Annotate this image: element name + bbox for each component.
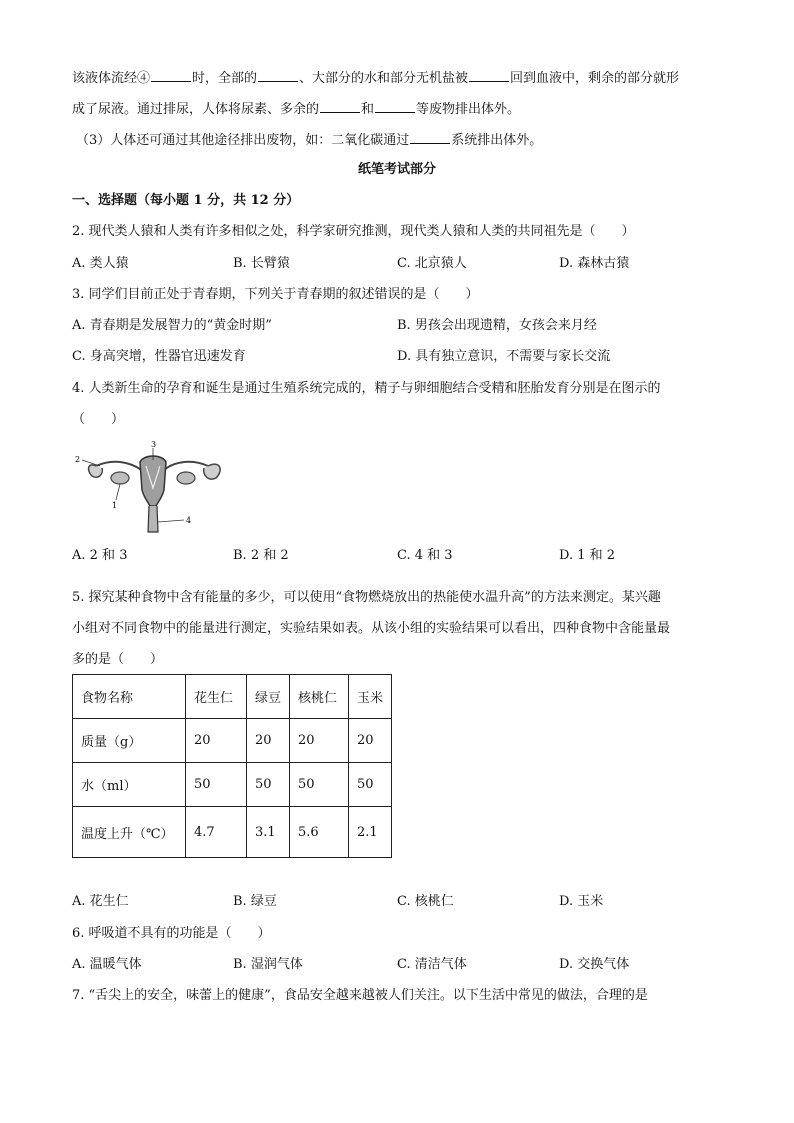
question-6-stem: 6. 呼吸道不具有的功能是（ ） [72, 926, 271, 941]
q5-option-b[interactable]: B. 绿豆 [233, 894, 277, 909]
q2-option-c[interactable]: C. 北京猿人 [397, 256, 467, 271]
right-fimbria [204, 464, 221, 479]
answer-blank[interactable] [410, 129, 450, 144]
text-fragment: 、大部分的水和部分无机盐被 [299, 71, 469, 86]
text-fragment: 回到血液中，剩余的部分就形 [510, 71, 680, 86]
q3-option-d[interactable]: D. 具有独立意识，不需要与家长交流 [397, 349, 611, 364]
left-ovary [111, 472, 129, 484]
table-cell: 20 [247, 719, 290, 763]
text-fragment: 时，全部的 [192, 71, 258, 86]
passage-line-3 [76, 129, 542, 151]
reproductive-system-figure [74, 440, 230, 536]
table-row [73, 763, 392, 807]
table-cell: 质量（g） [73, 719, 186, 763]
q3-option-c[interactable]: C. 身高突增，性器官迅速发育 [72, 349, 246, 364]
q2-option-a[interactable]: A. 类人猿 [72, 256, 129, 271]
text-fragment: 成了尿液。通过排尿，人体将尿素、多余的 [72, 102, 320, 117]
table-header-cell: 花生仁 [186, 675, 247, 719]
figure-label-3: 3 [151, 440, 157, 449]
answer-blank[interactable] [258, 67, 298, 82]
left-fimbria [89, 465, 103, 477]
table-cell: 2.1 [349, 807, 392, 858]
q2-option-b[interactable]: B. 长臂猿 [233, 256, 290, 271]
q5-option-d[interactable]: D. 玉米 [559, 894, 604, 909]
figure-label-2: 2 [75, 455, 81, 464]
q4-option-a[interactable]: A. 2 和 3 [72, 548, 128, 563]
text-fragment: （3）人体还可通过其他途径排出废物，如：二氧化碳通过 [76, 133, 410, 148]
text-fragment: 该液体流经④ [72, 71, 151, 86]
table-header-row [73, 675, 392, 719]
table-row [73, 807, 392, 858]
text-fragment: 系统排出体外。 [451, 133, 543, 148]
q5-option-c[interactable]: C. 核桃仁 [397, 894, 454, 909]
answer-blank[interactable] [151, 67, 191, 82]
question-5-stem-cont-2: 多的是（ ） [72, 652, 164, 667]
q3-option-a[interactable]: A. 青春期是发展智力的“黄金时期” [72, 318, 272, 333]
table-cell: 50 [290, 763, 349, 807]
table-header-cell: 绿豆 [247, 675, 290, 719]
question-5-stem-cont-1: 小组对不同食物中的能量进行测定，实验结果如表。从该小组的实验结果可以看出，四种食物中含能量最 [72, 621, 671, 636]
leader-line-1 [116, 484, 120, 500]
leader-line-4 [158, 520, 184, 522]
table-header-cell: 核桃仁 [290, 675, 349, 719]
text-fragment: 和 [361, 102, 375, 117]
table-header-cell: 玉米 [349, 675, 392, 719]
table-cell: 温度上升（℃） [73, 807, 186, 858]
vagina [148, 506, 158, 532]
uterus [140, 456, 166, 506]
table-cell: 50 [247, 763, 290, 807]
figure-label-1: 1 [112, 501, 118, 510]
table-cell: 50 [349, 763, 392, 807]
q6-option-c[interactable]: C. 清洁气体 [397, 957, 467, 972]
passage-line-1 [72, 67, 679, 89]
table-cell: 20 [290, 719, 349, 763]
question-5-stem: 5. 探究某种食物中含有能量的多少，可以使用“食物燃烧放出的热能使水温升高”的方法来测定。某兴趣 [72, 590, 661, 605]
table-cell: 水（ml） [73, 763, 186, 807]
question-4-stem: 4. 人类新生命的孕育和诞生是通过生殖系统完成的，精子与卵细胞结合受精和胚胎发育分别是在图示的 [72, 381, 661, 396]
q6-option-b[interactable]: B. 湿润气体 [233, 957, 303, 972]
question-4-stem-cont: （ ） [72, 412, 125, 427]
table-cell: 20 [186, 719, 247, 763]
part-heading: 一、选择题（每小题 1 分，共 12 分） [72, 193, 300, 208]
figure-label-4: 4 [186, 516, 192, 525]
table-cell: 4.7 [186, 807, 247, 858]
q4-option-d[interactable]: D. 1 和 2 [559, 548, 616, 563]
table-cell: 20 [349, 719, 392, 763]
q6-option-a[interactable]: A. 温暖气体 [72, 957, 142, 972]
table-row [73, 719, 392, 763]
section-title: 纸笔考试部分 [357, 162, 436, 177]
question-2-stem: 2. 现代类人猿和人类有许多相似之处，科学家研究推测，现代类人猿和人类的共同祖先是（ ） [72, 224, 635, 239]
passage-line-2 [72, 98, 520, 120]
answer-blank[interactable] [320, 98, 360, 113]
table-cell: 50 [186, 763, 247, 807]
q4-option-c[interactable]: C. 4 和 3 [397, 548, 453, 563]
right-ovary [177, 472, 195, 484]
answer-blank[interactable] [469, 67, 509, 82]
q2-option-d[interactable]: D. 森林古猿 [559, 256, 630, 271]
q6-option-d[interactable]: D. 交换气体 [559, 957, 630, 972]
text-fragment: 等废物排出体外。 [416, 102, 521, 117]
table-header-cell: 食物名称 [73, 675, 186, 719]
answer-blank[interactable] [375, 98, 415, 113]
food-energy-table [72, 674, 392, 858]
question-3-stem: 3. 同学们目前正处于青春期，下列关于青春期的叙述错误的是（ ） [72, 287, 479, 302]
table-cell: 5.6 [290, 807, 349, 858]
question-7-stem: 7. “舌尖上的安全，味蕾上的健康”，食品安全越来越被人们关注。以下生活中常见的做法，合理的是 [72, 988, 648, 1003]
q4-option-b[interactable]: B. 2 和 2 [233, 548, 289, 563]
q5-option-a[interactable]: A. 花生仁 [72, 894, 129, 909]
q3-option-b[interactable]: B. 男孩会出现遗精，女孩会来月经 [397, 318, 597, 333]
table-cell: 3.1 [247, 807, 290, 858]
